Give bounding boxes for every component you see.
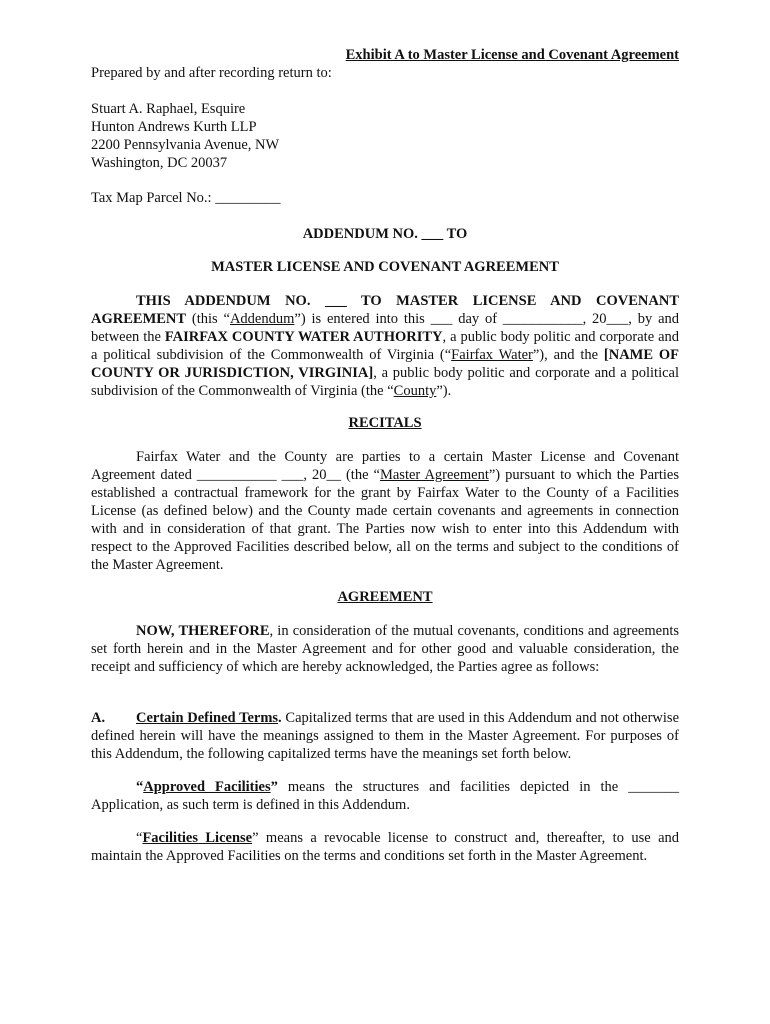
quote-mark: “ [136, 830, 143, 846]
defined-term-addendum: Addendum [229, 311, 295, 327]
section-a-letter: A. [91, 710, 106, 726]
intro-text: ”). [436, 383, 452, 399]
tax-map-parcel: Tax Map Parcel No.: _________ [91, 190, 281, 206]
definition-approved-facilities [91, 778, 679, 814]
agreement-heading: AGREEMENT [337, 589, 433, 605]
recitals-paragraph [91, 448, 679, 574]
quote-mark: ” [252, 830, 259, 846]
defined-term-fairfax-water: Fairfax Water [451, 347, 533, 363]
quote-mark: “ [136, 779, 144, 795]
prepared-by-line: Prepared by and after recording return to: [91, 65, 332, 81]
now-therefore-paragraph [91, 622, 679, 676]
address-line: Washington, DC 20037 [91, 155, 228, 171]
return-address [91, 100, 279, 172]
exhibit-title: Exhibit A to Master License and Covenant Agreement [345, 47, 679, 63]
quote-mark: ” [270, 779, 278, 795]
now-therefore-text: , in consideration of the mutual covenants, conditions and agreements set forth herein and in the Master Agreement and for other good and valuable consideration, the receipt and sufficiency of which are hereby acknowledged, the Parties agree as follows: [91, 623, 680, 675]
recitals-text: ”) pursuant to which the Parties established a contractual framework for the grant by Fairfax Water to the County of a Facilities License (as defined below) and the County made certain covenants and agreements in connection with and in consideration of that grant. The Parties now wish to enter into this Addendum with respect to the Approved Facilities described below, all on the terms and subject to the conditions of the Master Agreement. [91, 467, 679, 573]
addendum-number-title: ADDENDUM NO. ___ TO [302, 226, 468, 242]
now-therefore-lead: NOW, THEREFORE [136, 623, 270, 639]
definition-facilities-license [91, 829, 679, 865]
intro-text: , a public body politic and corporate and a political subdivision of the Commonwealth of Virginia (“ [91, 329, 680, 363]
intro-text: , a public body politic and corporate and a political subdivision of the Commonwealth of Virginia (the “ [91, 365, 679, 399]
definition-text: means a revocable license to construct and, thereafter, to use and maintain the Approved Facilities on the terms and conditions set forth in the Master Agreement. [91, 830, 680, 864]
definition-text: means the structures and facilities depicted in the _______ Application, as such term is defined in this Addendum. [91, 779, 679, 813]
intro-text: (this “ [186, 311, 230, 327]
recitals-heading: RECITALS [348, 415, 422, 431]
section-a-period: . [278, 710, 282, 726]
defined-term-approved-facilities: Approved Facilities [143, 779, 271, 795]
address-line: 2200 Pennsylvania Avenue, NW [91, 137, 280, 153]
section-a-text: Capitalized terms that are used in this Addendum and not otherwise defined herein will have the meanings assigned to them in the Master Agreement. For purposes of this Addendum, the following capitalized terms have the meanings set forth below. [91, 710, 680, 762]
section-a-title: Certain Defined Terms [136, 710, 279, 726]
intro-lead: THIS ADDENDUM NO. ___ TO MASTER LICENSE AND COVENANT AGREEMENT [91, 293, 679, 327]
defined-term-facilities-license: Facilities License [142, 830, 253, 846]
intro-paragraph [91, 292, 679, 400]
agreement-title: MASTER LICENSE AND COVENANT AGREEMENT [211, 259, 559, 275]
fairfax-authority-name: FAIRFAX COUNTY WATER AUTHORITY [164, 329, 443, 345]
recitals-text: Fairfax Water and the County are parties to a certain Master License and Covenant Agreement dated ___________ ___, 20__ (the “ [91, 449, 679, 483]
intro-text: ”), and the [532, 347, 604, 363]
defined-term-county: County [393, 383, 437, 399]
address-line: Hunton Andrews Kurth LLP [91, 119, 257, 135]
intro-text: ”) is entered into this ___ day of ___________, 20___, by and between the [91, 311, 680, 345]
defined-term-master-agreement: Master Agreement [379, 467, 489, 483]
county-name-placeholder: [NAME OF COUNTY OR JURISDICTION, VIRGINIA] [91, 347, 680, 381]
section-a-paragraph [91, 709, 679, 763]
address-line: Stuart A. Raphael, Esquire [91, 101, 246, 117]
